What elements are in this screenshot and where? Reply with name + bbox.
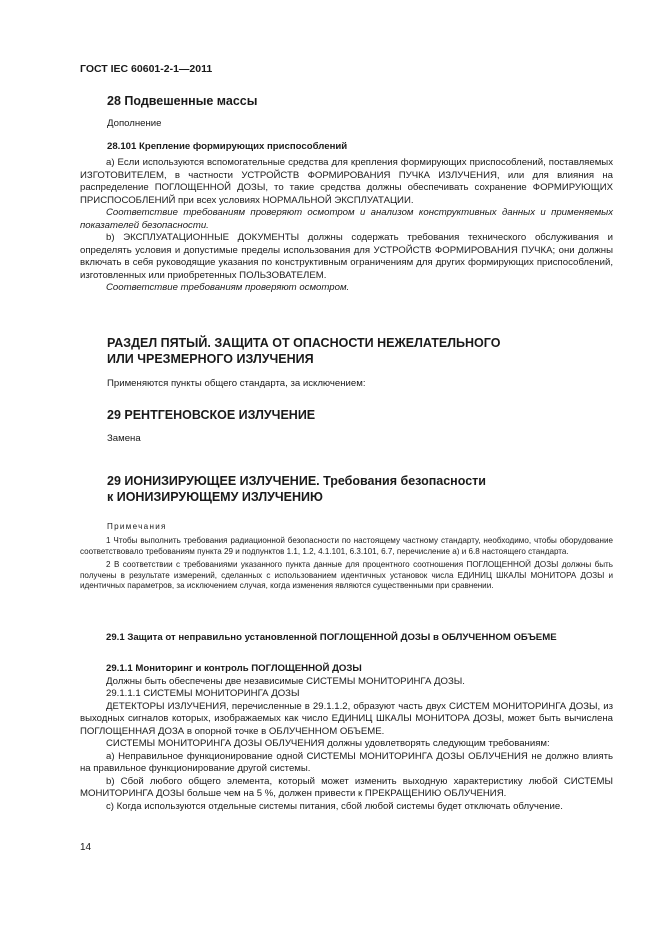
clause-29-1-title: 29.1 Защита от неправильно установленной ПОГЛОЩЕННОЙ ДОЗЫ в ОБЛУЧЕННОМ ОБЪЕМЕ xyxy=(106,632,557,643)
clause-29-1 xyxy=(80,632,613,645)
section-29-new-title xyxy=(107,473,640,505)
notes-heading: Примечания xyxy=(107,522,167,531)
clause-29-1-1-1-text: ДЕТЕКТОРЫ ИЗЛУЧЕНИЯ, перечисленные в 29.1.1.2, образуют часть двух СИСТЕМ МОНИТОРИНГА ДОЗЫ, из выходных сигналов которых, изображаемых как число ЕДИНИЦ ШКАЛЫ МОНИТОРА ДОЗЫ, может быть вычислена ПОГЛОЩЕННАЯ ДОЗА в опорной точке в ОБЛУЧЕННОМ ОБЪЕМЕ. xyxy=(80,700,613,737)
requirement-b: b) Сбой любого общего элемента, который может изменить выходную характеристику любой СИСТЕМЫ МОНИТОРИНГА ДОЗЫ больше чем на 5 %, должен привести к ПРЕКРАЩЕНИЮ ОБЛУЧЕНИЯ. xyxy=(80,775,613,799)
part-five-title-line-2: ИЛИ ЧРЕЗМЕРНОГО ИЗЛУЧЕНИЯ xyxy=(107,352,314,366)
paragraph-a: а) Если используются вспомогательные средства для крепления формирующих приспособлений, поставляемых ИЗГОТОВИТЕЛЕМ, в частности УСТРОЙСТВ ФОРМИРОВАНИЯ ПУЧКА ИЗЛУЧЕНИЯ, или для влияния на распределение ПОГЛОЩЕННОЙ ДОЗЫ, то такие средства должны обеспечивать сохранение ФОРМИРУЮЩИХ ПРИСПОСОБЛЕНИЙ при всех условиях НОРМАЛЬНОЙ ЭКСПЛУАТАЦИИ. xyxy=(80,157,613,206)
clause-29-1-1-1-title: 29.1.1.1 СИСТЕМЫ МОНИТОРИНГА ДОЗЫ xyxy=(106,688,300,699)
part-five-title xyxy=(107,335,640,367)
requirement-a: а) Неправильное функционирование одной СИСТЕМЫ МОНИТОРИНГА ДОЗЫ ОБЛУЧЕНИЯ не должно влиять на правильное функционирование другой системы. xyxy=(80,750,613,774)
requirement-c: c) Когда используются отдельные системы питания, сбой любой системы будет отключать облучение. xyxy=(106,800,563,812)
compliance-note-a: Соответствие требованиям проверяют осмотром и анализом конструктивных данных и применяемых показателей безопасности. xyxy=(80,207,613,231)
compliance-note-b: Соответствие требованиям проверяют осмотром. xyxy=(106,282,350,293)
section-29-old-label: Замена xyxy=(107,433,141,444)
section-29-old-title: 29 РЕНТГЕНОВСКОЕ ИЗЛУЧЕНИЕ xyxy=(107,408,316,422)
note-2: 2 В соответствии с требованиями указанного пункта данные для процентного соотношения ПОГЛОЩЕННОЙ ДОЗЫ должны быть получены в результате измерений, сделанных с использованием идентичных установок числа ЕДИНИЦ ШКАЛЫ МОНИТОРА ДОЗЫ и идентичных параметров, за исключением случая, когда изменения являются существенными при сравнении. xyxy=(80,560,613,591)
notes-block xyxy=(80,536,613,592)
page-number: 14 xyxy=(80,842,92,853)
paragraph-b: b) ЭКСПЛУАТАЦИОННЫЕ ДОКУМЕНТЫ должны содержать требования технического обслуживания и определять условия и допустимые пределы использования для УСТРОЙСТВ ФОРМИРОВАНИЯ ПУЧКА; они должны включать в себя руководящие указания по конструктивным ограничениям для других формирующих приспособлений, изготовленных или приобретенных ПОЛЬЗОВАТЕЛЕМ. xyxy=(80,232,613,281)
part-five-title-line-1: РАЗДЕЛ ПЯТЫЙ. ЗАЩИТА ОТ ОПАСНОСТИ НЕЖЕЛАТЕЛЬНОГО xyxy=(107,336,501,350)
clause-29-1-1-text: Должны быть обеспечены две независимые СИСТЕМЫ МОНИТОРИНГА ДОЗЫ. xyxy=(106,675,465,687)
clause-28-101-body xyxy=(80,157,613,295)
clause-28-101-title: 28.101 Крепление формирующих приспособлений xyxy=(107,141,348,152)
section-28-label: Дополнение xyxy=(107,118,162,129)
part-five-intro: Применяются пункты общего стандарта, за исключением: xyxy=(107,378,366,389)
section-29-new-title-line-2: к ИОНИЗИРУЮЩЕМУ ИЗЛУЧЕНИЮ xyxy=(107,490,323,504)
document-header: ГОСТ IEC 60601-2-1—2011 xyxy=(80,63,213,75)
note-1: 1 Чтобы выполнить требования радиационной безопасности по настоящему частному стандарту, необходимо, чтобы оборудование соответствовало требованиям пункта 29 и подпунктов 1.1, 1.2, 4.1.101, 6.3.101, 6.7, перечисление а) и 6.8 настоящего стандарта. xyxy=(80,536,613,556)
requirements-intro: СИСТЕМЫ МОНИТОРИНГА ДОЗЫ ОБЛУЧЕНИЯ должны удовлетворять следующим требованиям: xyxy=(106,738,550,749)
clause-29-1-1-title: 29.1.1 Мониторинг и контроль ПОГЛОЩЕННОЙ ДОЗЫ xyxy=(106,663,362,674)
section-29-new-title-line-1: 29 ИОНИЗИРУЮЩЕЕ ИЗЛУЧЕНИЕ. Требования безопасности xyxy=(107,474,486,488)
clause-29-1-1 xyxy=(80,663,613,813)
section-28-title: 28 Подвешенные массы xyxy=(107,94,258,108)
